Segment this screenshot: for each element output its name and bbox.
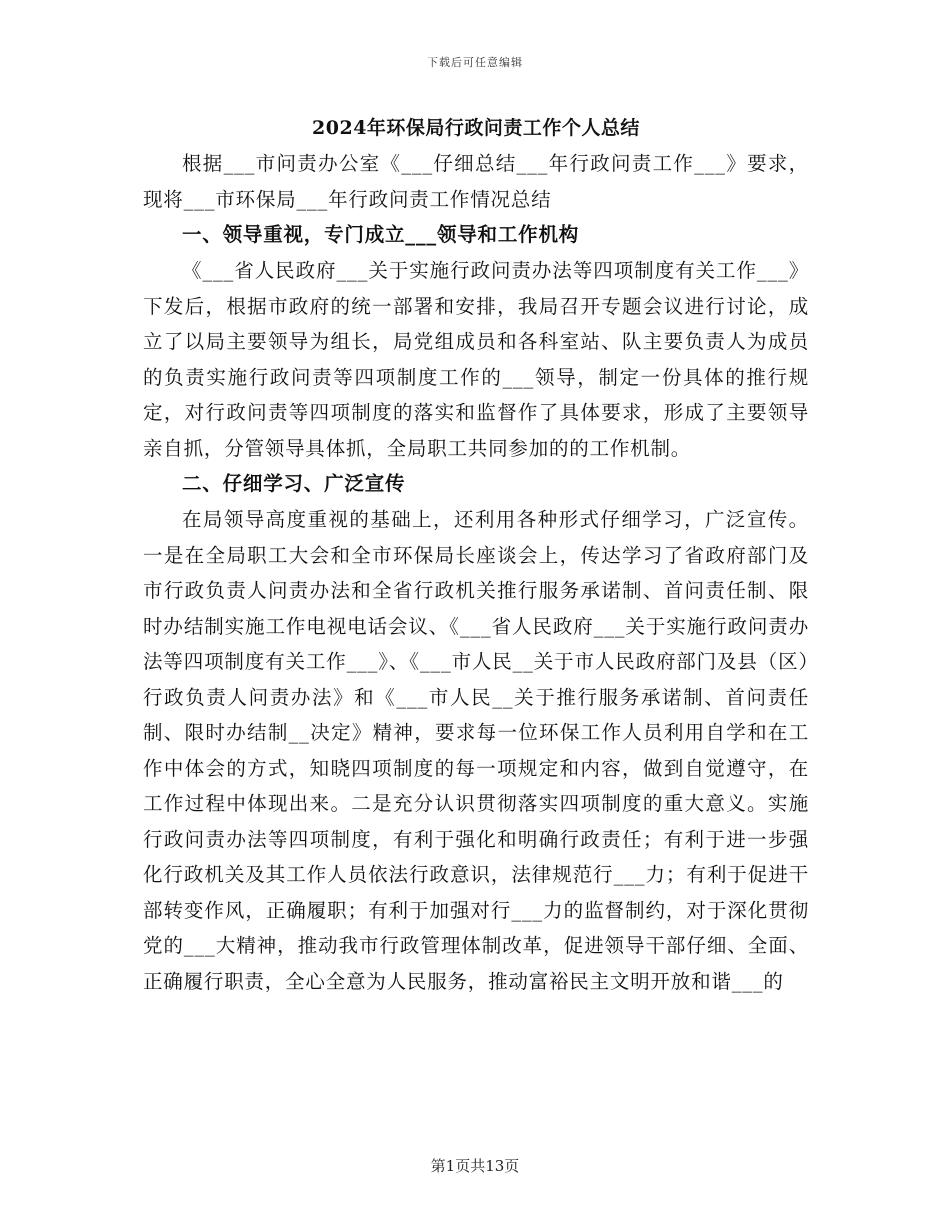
intro-paragraph: 根据___市问责办公室《___仔细总结___年行政问责工作___》要求，现将___市环保局___年行政问责工作情况总结 [143,152,809,211]
section-heading-2: 二、仔细学习、广泛宣传 [182,472,406,495]
document-body [143,112,809,999]
document-title: 2024年环保局行政问责工作个人总结 [312,117,640,139]
section-1-paragraph: 《___省人民政府___关于实施行政问责办法等四项制度有关工作___》下发后，根据市政府的统一部署和安排，我局召开专题会议进行讨论，成立了以局主要领导为组长，局党组成员和各科室站、队主要负责人为成员的负责实施行政问责等四项制度工作的___领导，制定一份具体的推行规定，对行政问责等四项制度的落实和监督作了具体要求，形成了主要领导亲自抓，分管领导具体抓，全局职工共同参加的的工作机制。 [143,259,809,460]
section-heading-1: 一、领导重视，专门成立___领导和工作机构 [182,223,580,246]
section-2-paragraph: 在局领导高度重视的基础上，还利用各种形式仔细学习，广泛宣传。一是在全局职工大会和全市环保局长座谈会上，传达学习了省政府部门及市行政负责人问责办法和全省行政机关推行服务承诺制、首问责任制、限时办结制实施工作电视电话会议、《___省人民政府___关于实施行政问责办法等四项制度有关工作___》、《___市人民__关于市人民政府部门及县（区）行政负责人问责办法》和《___市人民__关于推行服务承诺制、首问责任制、限时办结制__决定》精神，要求每一位环保工作人员利用自学和在工作中体会的方式，知晓四项制度的每一项规定和内容，做到自觉遵守，在工作过程中体现出来。二是充分认识贯彻落实四项制度的重大意义。实施行政问责办法等四项制度，有利于强化和明确行政责任；有利于进一步强化行政机关及其工作人员依法行政意识，法律规范行___力；有利于促进干部转变作风，正确履职；有利于加强对行___力的监督制约，对于深化贯彻党的___大精神，推动我市行政管理体制改革，促进领导干部仔细、全面、正确履行职责，全心全意为人民服务，推动富裕民主文明开放和谐___的 [143,508,809,993]
header-note: 下载后可任意编辑 [427,56,523,69]
page-number: 第1页共13页 [430,1157,520,1175]
